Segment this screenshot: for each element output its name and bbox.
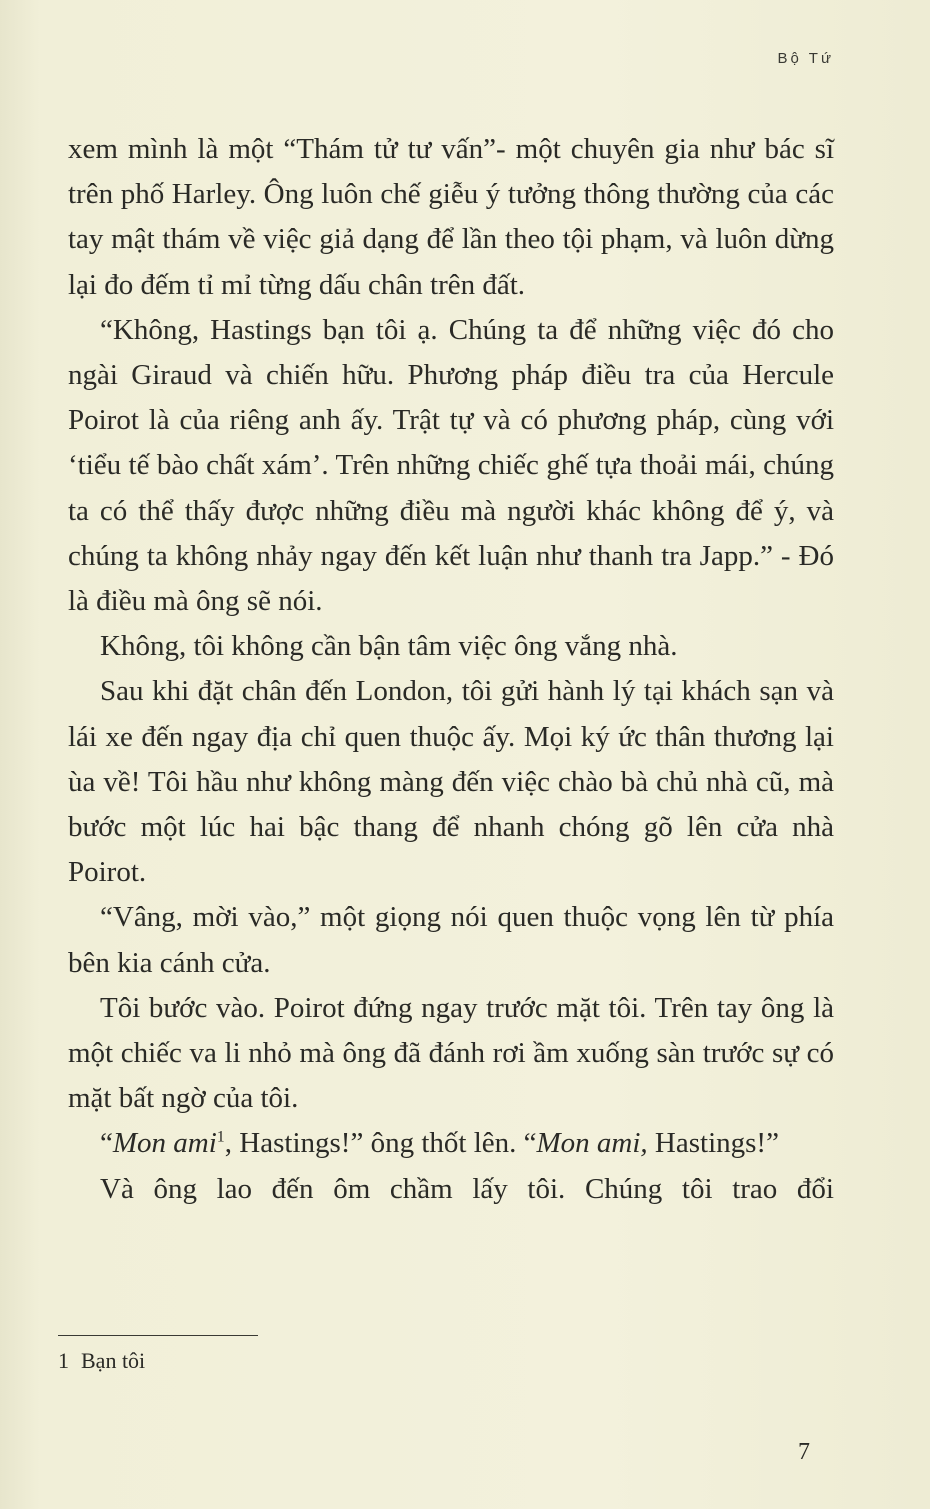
p7-end: Hastings!” [647,1127,779,1160]
p7-middle: , Hastings!” ông thốt lên. “ [224,1127,537,1160]
footnote-divider [58,1335,258,1336]
page-number: 7 [798,1439,810,1465]
paragraph-5: “Vâng, mời vào,” một giọng nói quen thuộc vọng lên từ phía bên kia cánh cửa. [68,901,834,979]
p7-italic-mon-ami: Mon ami [112,1127,217,1160]
paragraph-6: Tôi bước vào. Poirot đứng ngay trước mặt tôi. Trên tay ông là một chiếc va li nhỏ mà ông đã đánh rơi ầm xuống sàn trước sự có mặt bất ngờ của tôi. [68,991,834,1115]
paragraph-7 [68,1121,834,1166]
paragraph-8: Và ông lao đến ôm chầm lấy tôi. Chúng tôi trao đổi [100,1172,834,1205]
footnote-text: Bạn tôi [81,1348,146,1373]
footnote-ref: 1 [216,1128,225,1146]
paragraph-3: Không, tôi không cần bận tâm việc ông vắng nhà. [100,630,678,663]
p7-italic-mon-ami-2: Mon ami, [536,1127,648,1160]
paragraph-4: Sau khi đặt chân đến London, tôi gửi hành lý tại khách sạn và lái xe đến ngay địa chỉ quen thuộc ấy. Mọi ký ức thân thương lại ùa về! Tôi hầu như không màng đến việc chào bà chủ nhà cũ, mà bước một lúc hai bậc thang để nhanh chóng gõ lên cửa nhà Poirot. [68,675,834,889]
paragraph-1: xem mình là một “Thám tử tư vấn”- một chuyên gia như bác sĩ trên phố Harley. Ông luôn chế giễu ý tưởng thông thường của các tay mật thám về việc giả dạng để lần theo tội phạm, và luôn dừng lại đo đếm tỉ mỉ từng dấu chân trên đất. [68,133,834,301]
running-header: Bộ Tứ [777,50,834,67]
p7-open-quote: “ [100,1127,113,1160]
footnote-number: 1 [58,1348,69,1373]
footnote-1 [58,1348,145,1374]
body-text [68,127,834,1212]
paragraph-2: “Không, Hastings bạn tôi ạ. Chúng ta để những việc đó cho ngài Giraud và chiến hữu. Phương pháp điều tra của Hercule Poirot là của riêng anh ấy. Trật tự và có phương pháp, cùng với ‘tiểu tế bào chất xám’. Trên những chiếc ghế tựa thoải mái, chúng ta có thể thấy được những điều mà người khác không để ý, và chúng ta không nhảy ngay đến kết luận như thanh tra Japp.” - Đó là điều mà ông sẽ nói. [68,313,834,618]
